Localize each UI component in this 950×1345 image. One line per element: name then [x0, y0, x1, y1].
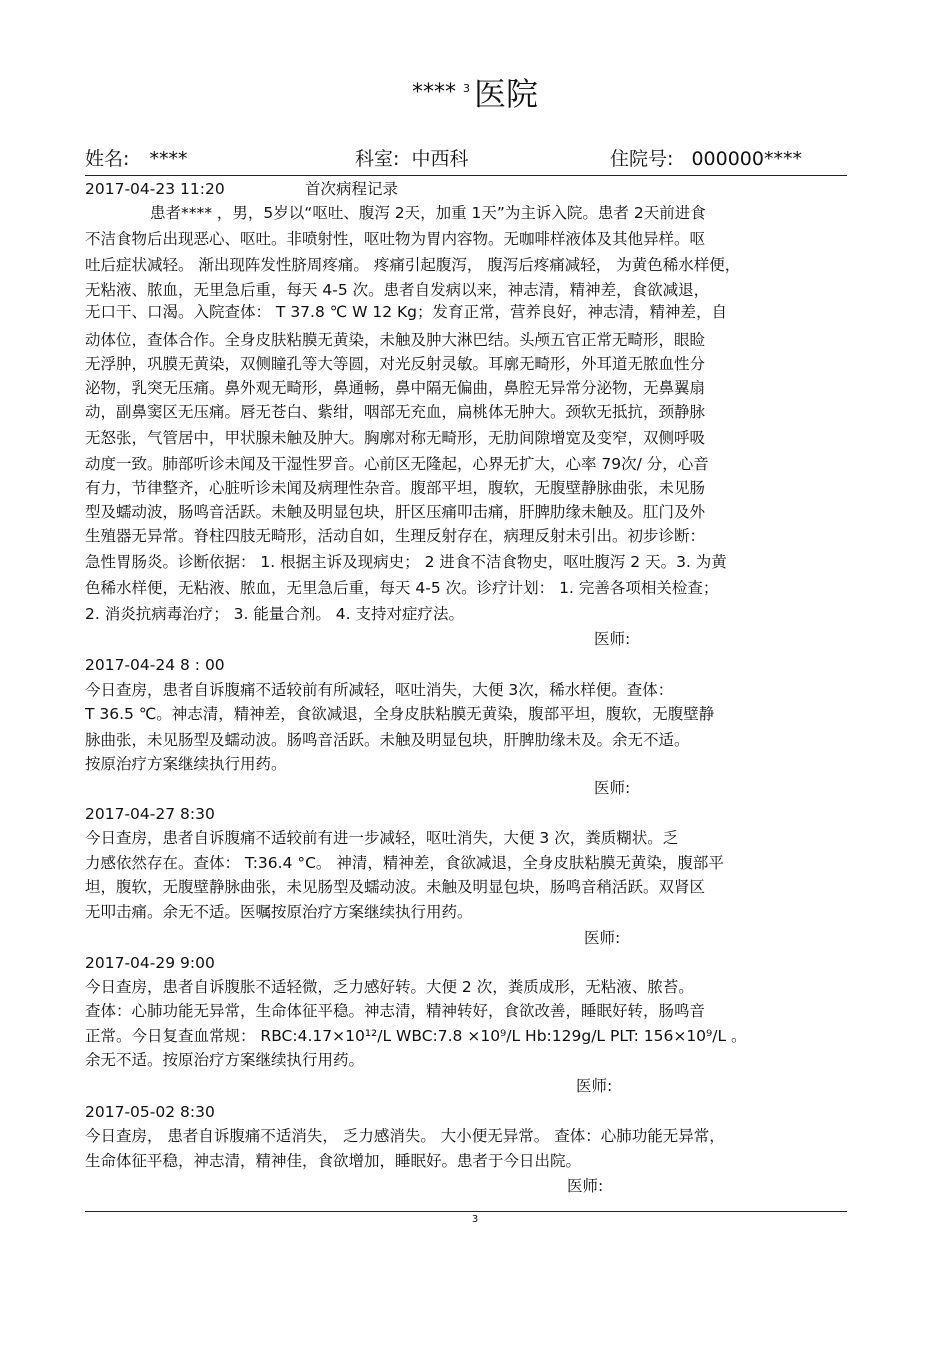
round-line: 无叩击痛。余无不适。医嘱按原治疗方案继续执行用药。: [85, 903, 473, 921]
round-line: 脉曲张，未见肠型及蠕动波。肠鸣音活跃。未触及明显包块，肝脾肋缘未及。余无不适。: [85, 731, 690, 749]
first-record-datetime: 2017-04-23 11:20: [85, 180, 225, 198]
first-record-line: 无口干、口渴。入院查体： T 37.8 ℃ W 12 Kg；发育正常，营养良好，神志清，精神差，自: [85, 303, 728, 321]
first-record-line: 2. 消炎抗病毒治疗； 3. 能量合剂。 4. 支持对症疗法。: [85, 605, 465, 623]
first-record-line: 急性胃肠炎。诊断依据： 1. 根据主诉及现病史； 2 进食不洁食物史，呕吐腹泻 2 天。3. 为黄: [85, 553, 727, 571]
round-datetime: 2017-05-02 8:30: [85, 1103, 215, 1121]
patient-name-value: ****: [149, 148, 188, 170]
round-line: 今日查房， 患者自诉腹痛不适消失， 乏力感消失。 大小便无异常。 查体：心肺功能无异常，: [85, 1127, 725, 1145]
round-line: 生命体征平稳，神志清，精神佳，食欲增加，睡眠好。患者于今日出院。: [85, 1152, 582, 1170]
first-record-line: 不洁食物后出现恶心、呕吐。非喷射性，呕吐物为胃内容物。无咖啡样液体及其他异样。呕: [85, 230, 706, 248]
round-line: 今日查房，患者自诉腹痛不适较前有进一步减轻，呕吐消失，大便 3 次，粪质糊状。乏: [85, 829, 679, 847]
first-record-line: 动度一致。肺部听诊未闻及干湿性罗音。心前区无隆起，心界无扩大，心率 79次/ 分，心音: [85, 455, 709, 473]
round-line: 今日查房，患者自诉腹胀不适轻微，乏力感好转。大便 2 次，粪质成形，无粘液、脓苔。: [85, 978, 694, 996]
round-line: 余无不适。按原治疗方案继续执行用药。: [85, 1051, 365, 1069]
round-line: 今日查房，患者自诉腹痛不适较前有所减轻，呕吐消失，大便 3次，稀水样便。查体：: [85, 681, 674, 699]
first-record-line: 动体位，查体合作。全身皮肤粘膜无黄染，未触及肿大淋巴结。头颅五官正常无畸形，眼睑: [85, 331, 706, 349]
first-record-line: 型及蠕动波，肠鸣音活跃。未触及明显包块，肝区压痛叩击痛，肝脾肋缘未触及。肛门及外: [85, 503, 706, 521]
physician-signature: 医师:: [594, 779, 631, 797]
physician-signature: 医师:: [576, 1077, 613, 1095]
round-line: T 36.5 ℃。神志清，精神差，食欲减退，全身皮肤粘膜无黄染，腹部平坦，腹软，无腹壁静: [85, 705, 715, 723]
first-record-line: 有力，节律整齐，心脏听诊未闻及病理性杂音。腹部平坦，腹软，无腹壁静脉曲张，未见肠: [85, 479, 706, 497]
round-datetime: 2017-04-24 8 : 00: [85, 656, 225, 674]
round-line: 按原治疗方案继续执行用药。: [85, 755, 287, 773]
admission-number-value: 000000****: [691, 148, 802, 170]
first-record-line: 吐后症状减轻。 渐出现阵发性脐周疼痛。 疼痛引起腹泻， 腹泻后疼痛减轻， 为黄色稀水样便，: [85, 256, 741, 274]
first-record-line: 患者**** ，男，5岁以“呕吐、腹泻 2天，加重 1天”为主诉入院。患者 2天前进食: [150, 204, 706, 222]
first-record-line: 无怒张，气管居中，甲状腺未触及肿大。胸廓对称无畸形，无肋间隙增宽及变窄，双侧呼吸: [85, 429, 706, 447]
physician-signature: 医师:: [594, 630, 631, 648]
department-value: 中西科: [411, 148, 469, 170]
footer-rule: [85, 1211, 847, 1212]
first-record-line: 泌物，乳突无压痛。鼻外观无畸形，鼻通畅，鼻中隔无偏曲，鼻腔无异常分泌物，无鼻翼扇: [85, 379, 706, 397]
title-superscript: 3: [463, 82, 470, 95]
first-record-line: 无粘液、脓血，无里急后重，每天 4-5 次。患者自发病以来，神志清，精神差，食欲减退，: [85, 281, 710, 299]
physician-signature: 医师:: [567, 1177, 604, 1195]
hospital-title: [0, 73, 950, 114]
title-name: 医院: [473, 75, 538, 113]
round-line: 正常。今日复查血常规： RBC:4.17×10¹²/L WBC:7.8 ×10⁹/L Hb:129g/L PLT: 156×10⁹/L 。: [85, 1027, 747, 1045]
title-stars: ****: [411, 80, 456, 105]
first-record-line: 动，副鼻窦区无压痛。唇无苍白、紫绀，咽部无充血，扁桃体无肿大。颈软无抵抗，颈静脉: [85, 403, 706, 421]
first-record-line: 色稀水样便，无粘液、脓血，无里急后重，每天 4-5 次。诊疗计划： 1. 完善各项相关检查；: [85, 579, 719, 597]
admission-number: [610, 147, 802, 171]
patient-name: [85, 147, 187, 171]
patient-name-label: 姓名:: [85, 148, 130, 170]
page-number: 3: [471, 1214, 479, 1225]
round-datetime: 2017-04-27 8:30: [85, 805, 215, 823]
first-record-line: 生殖器无异常。脊柱四肢无畸形，活动自如，生理反射存在，病理反射未引出。初步诊断：: [85, 527, 706, 545]
first-record-line: 无浮肿，巩膜无黄染，双侧瞳孔等大等圆，对光反射灵敏。耳廓无畸形，外耳道无脓血性分: [85, 355, 706, 373]
header-rule: [85, 175, 847, 176]
round-line: 力感依然存在。查体： T:36.4 °C。 神清，精神差，食欲减退，全身皮肤粘膜无黄染，腹部平: [85, 854, 724, 872]
round-datetime: 2017-04-29 9:00: [85, 954, 215, 972]
physician-signature: 医师:: [584, 929, 621, 947]
admission-number-label: 住院号:: [610, 148, 674, 170]
round-line: 查体：心肺功能无异常，生命体征平稳。神志清，精神转好，食欲改善，睡眠好转，肠鸣音: [85, 1002, 706, 1020]
department-label: 科室:: [355, 148, 400, 170]
round-line: 坦，腹软，无腹壁静脉曲张，未见肠型及蠕动波。未触及明显包块，肠鸣音稍活跃。双肾区: [85, 878, 706, 896]
first-record-heading: 首次病程记录: [305, 180, 399, 198]
department: [355, 147, 468, 171]
